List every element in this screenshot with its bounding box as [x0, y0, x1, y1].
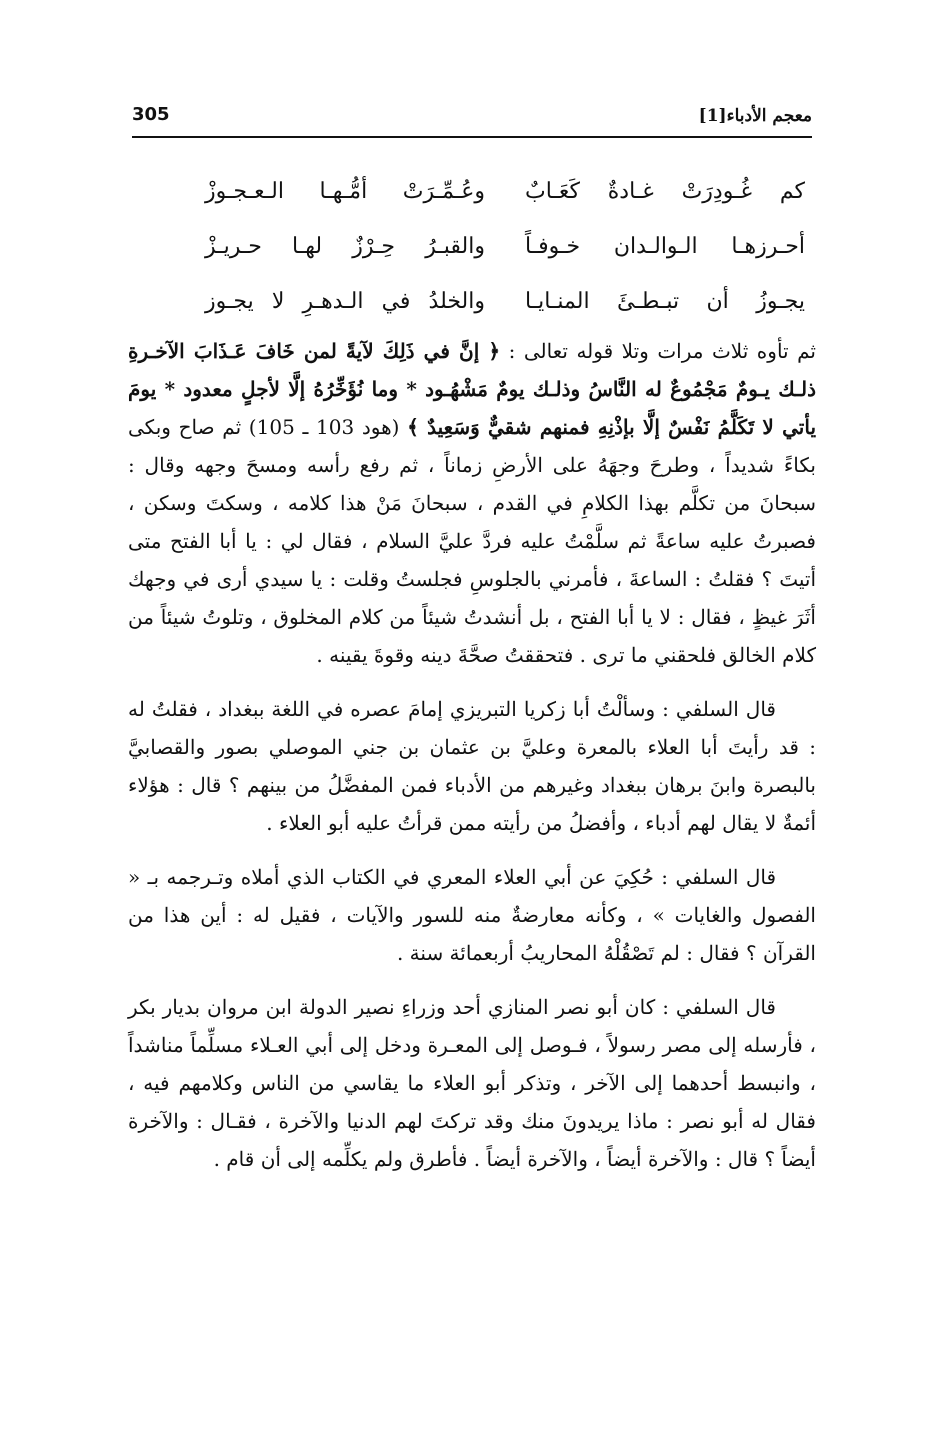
verse-3 — [205, 282, 805, 337]
body-text — [128, 332, 816, 1194]
paragraph-fusul — [128, 858, 816, 972]
paragraph-text: قال السلفي : حُكِيَ عن أبي العلاء المعري في الكتاب الذي أملاه وتـرجمه بـ « الفصول والغايات » ، وكأنه معارضةٌ منه للسور والآيات ، فقيل له : أين هذا من القرآن ؟ فقال : لم تَصْقُلْهُ المحاريبُ أربعمائة سنة . — [128, 865, 816, 965]
verse-first-hemistich: يجـوزُ أن تبـطـئَ المنـايـا — [525, 289, 805, 314]
verse-second-hemistich: وعُـمِّـرَتْ أمُّـهـا الـعـجـوزْ — [205, 179, 485, 204]
page-header — [132, 102, 812, 138]
paragraph-tabrizi — [128, 690, 816, 842]
quran-quote: ﴿ إنَّ في ذَلِكَ لآيةً لمن خَافَ عَـذَابَ الآخـرةِ ذلـك يـومٌ مَجْمُوعٌ له النَّاسُ وذلـك يومٌ مَشْهُـود * وما نُؤَخِّرُهُ إلَّا لأجلٍ معدود * يومَ يأتي لا تَكَلَّمُ نَفْسٌ إلَّا بإذْنِهِ فمنهم شقيٌّ وَسَعِيدٌ ﴾ — [128, 339, 817, 439]
verse-1 — [205, 172, 805, 227]
verse-first-hemistich: كم غُـودِرَتْ غـادةٌ كَعَـابٌ — [525, 179, 805, 204]
page-number: 305 — [132, 104, 170, 125]
paragraph-text: قال السلفي : كان أبو نصر المنازي أحد وزراءِ نصير الدولة ابن مروان بديار بكر ، فأرسله إلى مصر رسولاً ، فـوصل إلى المعـرة ودخل إلى أبي العـلاء مسلِّماً مناشداً ، وانبسط أحدهما إلى الآخر ، وتذكر أبو العلاء ما يقاسي من الناس وكلامهم فيه ، فقال له أبو نصر : ماذا يريدونَ منك وقد تركتَ لهم الدنيا والآخرة ، فقـال : والآخرة أيضاً ؟ قال : والآخرة أيضاً ، والآخرة أيضاً . فأطرق ولم يكلِّمه إلى أن قام . — [128, 995, 816, 1171]
verse-first-hemistich: أحـرزهـا الـوالـدان خـوفـاً — [525, 234, 805, 259]
verse-2 — [205, 227, 805, 282]
poem — [205, 172, 805, 337]
verse-second-hemistich: والخلدُ في الـدهـرِ لا يجـوز — [205, 289, 485, 314]
verse-second-hemistich: والقبـرُ حِـرْزٌ لهـا حـريـزْ — [205, 234, 485, 259]
paragraph-text: (هود 103 ـ 105) ثم صاح وبكى بكاءً شديداً ، وطرحَ وجهَهُ على الأرضِ زماناً ، ثم رفع رأسه ومسحَ وجهه وقال : سبحانَ من تكلَّم بهذا الكلامِ في القدم ، سبحانَ مَنْ هذا كلامه ، وسكتَ وسكن ، فصبرتُ عليه ساعةً ثم سلَّمْتُ عليه فردَّ عليَّ السلام ، فقال لي : يا أبا الفتح متى أتيتَ ؟ فقلتُ : الساعةَ ، فأمرني بالجلوسِ فجلستُ وقلت : يا سيدي أرى في وجهك أثَرَ غيظٍ ، فقال : لا يا أبا الفتح ، بل أنشدتُ شيئاً من كلام المخلوق ، وتلوتُ شيئاً من كلام الخالق فلحقني ما ترى . فتحققتُ صحَّةَ دينه وقوةَ يقينه . — [128, 415, 816, 667]
paragraph-manazi — [128, 988, 816, 1178]
running-title: معجم الأدباء[1] — [698, 106, 812, 126]
paragraph-quran-recitation — [128, 332, 816, 674]
paragraph-text: قال السلفي : وسألْتُ أبا زكريا التبريزي إمامَ عصره في اللغة ببغداد ، فقلتُ له : قد رأيتَ أبا العلاء بالمعرة وعليَّ بن عثمان بن جني الموصلي بصور والقصابيَّ بالبصرة وابنَ برهان ببغداد وغيرهم من الأدباء فمن المفضَّلُ من بينهم ؟ قال : هؤلاء أئمةٌ لا يقال لهم أدباء ، وأفضلُ من رأيته ممن قرأتُ عليه أبو العلاء . — [128, 697, 816, 835]
paragraph-text: ثم تأوه ثلاث مرات وتلا قوله تعالى : — [500, 339, 816, 363]
